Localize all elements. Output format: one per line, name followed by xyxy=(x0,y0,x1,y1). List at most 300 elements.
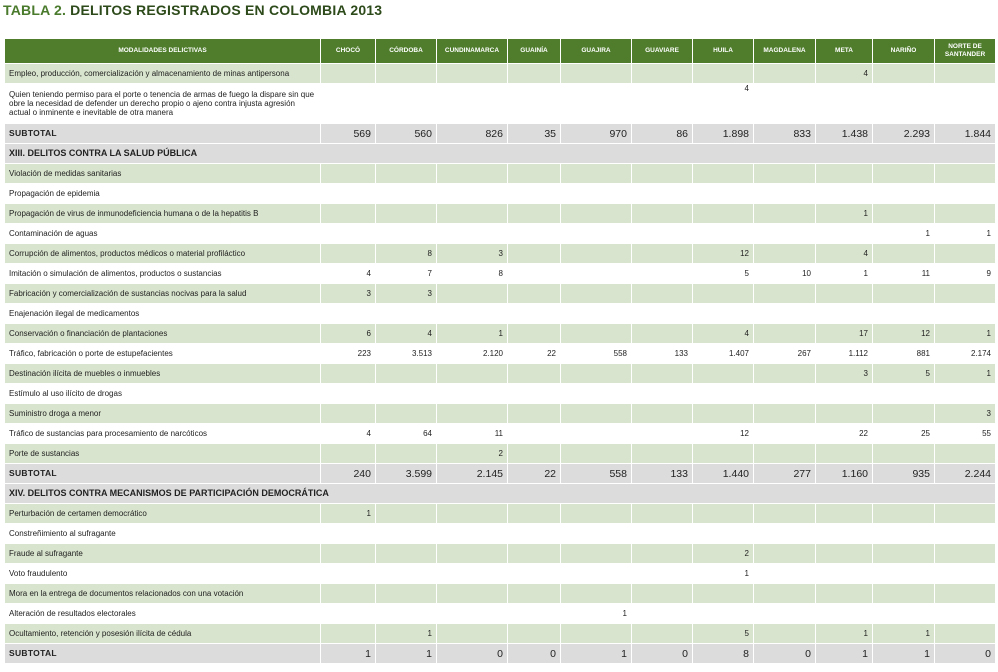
value-cell xyxy=(816,184,873,204)
table-row xyxy=(5,584,996,604)
value-cell xyxy=(508,224,561,244)
crime-label: Mora en la entrega de documentos relacionados con una votación xyxy=(5,584,321,604)
value-cell xyxy=(693,184,754,204)
table-row xyxy=(5,444,996,464)
value-cell xyxy=(754,244,816,264)
table-row xyxy=(5,324,996,344)
value-cell xyxy=(376,404,437,424)
table-row xyxy=(5,364,996,384)
crime-label: Ocultamiento, retención y posesión ilícita de cédula xyxy=(5,624,321,644)
value-cell xyxy=(754,304,816,324)
subtotal-cell: 558 xyxy=(561,464,632,484)
value-cell: 5 xyxy=(873,364,935,384)
value-cell xyxy=(816,84,873,124)
column-header-department: GUAJIRA xyxy=(561,39,632,64)
value-cell xyxy=(935,604,996,624)
value-cell: 3 xyxy=(816,364,873,384)
value-cell: 2.174 xyxy=(935,344,996,364)
value-cell xyxy=(873,84,935,124)
value-cell xyxy=(437,544,508,564)
column-header-department: GUAINÍA xyxy=(508,39,561,64)
value-cell xyxy=(321,84,376,124)
value-cell xyxy=(508,184,561,204)
value-cell: 1 xyxy=(816,264,873,284)
subtotal-cell: 1.160 xyxy=(816,464,873,484)
value-cell xyxy=(508,84,561,124)
table-row xyxy=(5,544,996,564)
table-row xyxy=(5,264,996,284)
value-cell xyxy=(321,64,376,84)
crime-label: Enajenación ilegal de medicamentos xyxy=(5,304,321,324)
value-cell xyxy=(376,444,437,464)
crime-label: Constreñimiento al sufragante xyxy=(5,524,321,544)
subtotal-cell: 1 xyxy=(873,644,935,664)
subtotal-cell: 0 xyxy=(935,644,996,664)
value-cell xyxy=(632,324,693,344)
value-cell xyxy=(508,264,561,284)
subtotal-row xyxy=(5,464,996,484)
value-cell xyxy=(935,444,996,464)
value-cell xyxy=(561,64,632,84)
value-cell xyxy=(508,564,561,584)
column-header-department: GUAVIARE xyxy=(632,39,693,64)
value-cell: 8 xyxy=(437,264,508,284)
value-cell xyxy=(508,204,561,224)
value-cell: 2.120 xyxy=(437,344,508,364)
value-cell: 22 xyxy=(816,424,873,444)
subtotal-cell: 0 xyxy=(437,644,508,664)
subtotal-cell: 1 xyxy=(321,644,376,664)
value-cell xyxy=(693,284,754,304)
value-cell xyxy=(561,504,632,524)
value-cell: 1 xyxy=(693,564,754,584)
value-cell: 1 xyxy=(321,504,376,524)
table-row xyxy=(5,244,996,264)
subtotal-cell: 1.898 xyxy=(693,124,754,144)
value-cell xyxy=(632,384,693,404)
column-header-department: META xyxy=(816,39,873,64)
value-cell: 223 xyxy=(321,344,376,364)
value-cell xyxy=(437,584,508,604)
value-cell xyxy=(873,244,935,264)
value-cell xyxy=(754,604,816,624)
value-cell: 1 xyxy=(816,204,873,224)
crime-label: Porte de sustancias xyxy=(5,444,321,464)
value-cell: 17 xyxy=(816,324,873,344)
value-cell xyxy=(935,524,996,544)
value-cell xyxy=(321,544,376,564)
value-cell xyxy=(376,384,437,404)
header-row xyxy=(5,39,996,64)
table-row xyxy=(5,604,996,624)
subtotal-cell: 1.844 xyxy=(935,124,996,144)
value-cell: 2 xyxy=(437,444,508,464)
crime-label: Alteración de resultados electorales xyxy=(5,604,321,624)
value-cell xyxy=(561,84,632,124)
value-cell: 1 xyxy=(935,364,996,384)
crime-label: Fraude al sufragante xyxy=(5,544,321,564)
value-cell: 9 xyxy=(935,264,996,284)
value-cell xyxy=(376,224,437,244)
value-cell xyxy=(873,164,935,184)
value-cell xyxy=(561,164,632,184)
value-cell xyxy=(873,544,935,564)
table-row xyxy=(5,284,996,304)
value-cell xyxy=(561,404,632,424)
value-cell xyxy=(508,164,561,184)
value-cell xyxy=(754,224,816,244)
subtotal-cell: 240 xyxy=(321,464,376,484)
section-header-row xyxy=(5,144,996,164)
value-cell xyxy=(321,584,376,604)
value-cell xyxy=(632,584,693,604)
value-cell xyxy=(632,364,693,384)
crime-label: Empleo, producción, comercialización y almacenamiento de minas antipersona xyxy=(5,64,321,84)
value-cell: 4 xyxy=(376,324,437,344)
value-cell: 1 xyxy=(873,624,935,644)
value-cell xyxy=(321,624,376,644)
value-cell xyxy=(508,364,561,384)
value-cell xyxy=(508,544,561,564)
value-cell xyxy=(376,84,437,124)
value-cell xyxy=(816,444,873,464)
value-cell xyxy=(693,404,754,424)
value-cell xyxy=(935,624,996,644)
subtotal-cell: 1.438 xyxy=(816,124,873,144)
value-cell xyxy=(437,504,508,524)
value-cell xyxy=(632,564,693,584)
value-cell xyxy=(376,164,437,184)
value-cell xyxy=(816,284,873,304)
value-cell: 881 xyxy=(873,344,935,364)
value-cell xyxy=(632,424,693,444)
subtotal-cell: 1 xyxy=(376,644,437,664)
value-cell xyxy=(376,584,437,604)
value-cell xyxy=(873,284,935,304)
value-cell: 133 xyxy=(632,344,693,364)
subtotal-cell: 833 xyxy=(754,124,816,144)
value-cell xyxy=(816,564,873,584)
value-cell xyxy=(935,64,996,84)
value-cell xyxy=(754,164,816,184)
table-row xyxy=(5,84,996,124)
subtotal-cell: 86 xyxy=(632,124,693,144)
value-cell xyxy=(935,84,996,124)
value-cell xyxy=(816,504,873,524)
value-cell: 4 xyxy=(816,244,873,264)
subtotal-cell: 0 xyxy=(754,644,816,664)
value-cell xyxy=(321,604,376,624)
value-cell: 267 xyxy=(754,344,816,364)
table-caption: DELITOS REGISTRADOS EN COLOMBIA 2013 xyxy=(66,2,383,18)
value-cell: 5 xyxy=(693,624,754,644)
value-cell xyxy=(376,504,437,524)
crime-label: Fabricación y comercialización de sustancias nocivas para la salud xyxy=(5,284,321,304)
value-cell xyxy=(632,284,693,304)
value-cell: 4 xyxy=(321,424,376,444)
value-cell xyxy=(935,584,996,604)
value-cell: 64 xyxy=(376,424,437,444)
value-cell xyxy=(508,304,561,324)
value-cell: 12 xyxy=(873,324,935,344)
section-title: XIII. DELITOS CONTRA LA SALUD PÚBLICA xyxy=(5,144,996,164)
subtotal-cell: 2.244 xyxy=(935,464,996,484)
value-cell: 4 xyxy=(693,324,754,344)
crime-label: Tráfico de sustancias para procesamiento de narcóticos xyxy=(5,424,321,444)
subtotal-cell: 35 xyxy=(508,124,561,144)
value-cell xyxy=(437,164,508,184)
value-cell: 3 xyxy=(935,404,996,424)
value-cell xyxy=(561,384,632,404)
value-cell: 12 xyxy=(693,244,754,264)
value-cell xyxy=(561,524,632,544)
value-cell: 1 xyxy=(873,224,935,244)
table-body xyxy=(5,64,996,664)
value-cell xyxy=(873,384,935,404)
table-row xyxy=(5,344,996,364)
value-cell xyxy=(935,304,996,324)
value-cell xyxy=(508,524,561,544)
crime-label: Imitación o simulación de alimentos, productos o sustancias xyxy=(5,264,321,284)
subtotal-label: SUBTOTAL xyxy=(5,644,321,664)
value-cell xyxy=(376,304,437,324)
value-cell xyxy=(632,264,693,284)
value-cell: 3 xyxy=(437,244,508,264)
subtotal-cell: 2.293 xyxy=(873,124,935,144)
crime-label: Destinación ilícita de muebles o inmuebles xyxy=(5,364,321,384)
value-cell xyxy=(321,524,376,544)
value-cell xyxy=(321,404,376,424)
value-cell xyxy=(437,384,508,404)
value-cell xyxy=(754,584,816,604)
value-cell: 3 xyxy=(376,284,437,304)
value-cell xyxy=(508,604,561,624)
value-cell xyxy=(873,604,935,624)
subtotal-cell: 569 xyxy=(321,124,376,144)
value-cell xyxy=(935,504,996,524)
value-cell xyxy=(508,584,561,604)
table-title xyxy=(3,2,382,18)
value-cell xyxy=(632,84,693,124)
value-cell xyxy=(632,404,693,424)
table-row xyxy=(5,304,996,324)
subtotal-row xyxy=(5,644,996,664)
value-cell xyxy=(321,384,376,404)
subtotal-cell: 826 xyxy=(437,124,508,144)
value-cell xyxy=(508,404,561,424)
value-cell: 1 xyxy=(561,604,632,624)
value-cell: 4 xyxy=(816,64,873,84)
value-cell xyxy=(935,564,996,584)
value-cell xyxy=(754,524,816,544)
subtotal-row xyxy=(5,124,996,144)
crime-label: Conservación o financiación de plantaciones xyxy=(5,324,321,344)
subtotal-cell: 1 xyxy=(561,644,632,664)
table-row xyxy=(5,624,996,644)
value-cell: 12 xyxy=(693,424,754,444)
value-cell xyxy=(561,324,632,344)
value-cell xyxy=(437,224,508,244)
value-cell xyxy=(376,544,437,564)
value-cell xyxy=(321,304,376,324)
value-cell xyxy=(437,564,508,584)
value-cell xyxy=(754,444,816,464)
value-cell: 11 xyxy=(873,264,935,284)
column-header-department: CHOCÓ xyxy=(321,39,376,64)
value-cell xyxy=(816,584,873,604)
column-header-department: CUNDINAMARCA xyxy=(437,39,508,64)
value-cell xyxy=(376,564,437,584)
subtotal-cell: 560 xyxy=(376,124,437,144)
value-cell xyxy=(632,164,693,184)
value-cell xyxy=(873,204,935,224)
value-cell xyxy=(561,444,632,464)
value-cell xyxy=(632,444,693,464)
value-cell xyxy=(754,324,816,344)
value-cell: 1.407 xyxy=(693,344,754,364)
table-row xyxy=(5,564,996,584)
table-row xyxy=(5,184,996,204)
crime-label: Propagación de virus de inmunodeficiencia humana o de la hepatitis B xyxy=(5,204,321,224)
value-cell xyxy=(508,504,561,524)
crime-label: Corrupción de alimentos, productos médicos o material profiláctico xyxy=(5,244,321,264)
crime-label: Tráfico, fabricación o porte de estupefacientes xyxy=(5,344,321,364)
value-cell: 4 xyxy=(693,84,754,124)
value-cell xyxy=(935,384,996,404)
value-cell xyxy=(693,444,754,464)
table-header xyxy=(5,39,996,64)
value-cell: 8 xyxy=(376,244,437,264)
value-cell xyxy=(376,204,437,224)
subtotal-cell: 1.440 xyxy=(693,464,754,484)
value-cell xyxy=(508,444,561,464)
value-cell xyxy=(561,224,632,244)
table-row xyxy=(5,504,996,524)
value-cell xyxy=(754,204,816,224)
value-cell xyxy=(437,84,508,124)
crime-label: Propagación de epidemia xyxy=(5,184,321,204)
crime-label: Voto fraudulento xyxy=(5,564,321,584)
value-cell xyxy=(816,384,873,404)
value-cell xyxy=(376,64,437,84)
value-cell xyxy=(632,204,693,224)
subtotal-cell: 2.145 xyxy=(437,464,508,484)
value-cell xyxy=(873,64,935,84)
value-cell xyxy=(321,184,376,204)
value-cell xyxy=(437,604,508,624)
value-cell xyxy=(632,624,693,644)
subtotal-label: SUBTOTAL xyxy=(5,124,321,144)
value-cell xyxy=(632,504,693,524)
value-cell xyxy=(816,164,873,184)
value-cell xyxy=(754,184,816,204)
value-cell: 2 xyxy=(693,544,754,564)
value-cell xyxy=(754,384,816,404)
value-cell: 3.513 xyxy=(376,344,437,364)
value-cell xyxy=(561,624,632,644)
value-cell xyxy=(508,624,561,644)
table-row xyxy=(5,424,996,444)
value-cell: 5 xyxy=(693,264,754,284)
value-cell xyxy=(632,224,693,244)
subtotal-cell: 0 xyxy=(632,644,693,664)
value-cell xyxy=(935,164,996,184)
value-cell xyxy=(561,424,632,444)
value-cell xyxy=(816,304,873,324)
value-cell xyxy=(754,504,816,524)
value-cell: 55 xyxy=(935,424,996,444)
crime-label: Contaminación de aguas xyxy=(5,224,321,244)
subtotal-cell: 0 xyxy=(508,644,561,664)
value-cell xyxy=(437,204,508,224)
value-cell xyxy=(693,364,754,384)
value-cell xyxy=(632,524,693,544)
value-cell: 6 xyxy=(321,324,376,344)
value-cell xyxy=(754,624,816,644)
value-cell xyxy=(437,404,508,424)
subtotal-cell: 1 xyxy=(816,644,873,664)
subtotal-cell: 133 xyxy=(632,464,693,484)
value-cell xyxy=(754,64,816,84)
value-cell xyxy=(632,544,693,564)
crime-label: Perturbación de certamen democrático xyxy=(5,504,321,524)
table-number: TABLA 2. xyxy=(3,2,67,18)
value-cell xyxy=(935,244,996,264)
value-cell: 1 xyxy=(437,324,508,344)
table-row xyxy=(5,164,996,184)
subtotal-cell: 22 xyxy=(508,464,561,484)
table-row xyxy=(5,404,996,424)
value-cell xyxy=(508,284,561,304)
value-cell xyxy=(508,64,561,84)
value-cell: 25 xyxy=(873,424,935,444)
value-cell xyxy=(816,544,873,564)
value-cell: 1.112 xyxy=(816,344,873,364)
value-cell xyxy=(632,604,693,624)
value-cell xyxy=(561,364,632,384)
table-row xyxy=(5,204,996,224)
value-cell xyxy=(561,544,632,564)
value-cell xyxy=(508,324,561,344)
value-cell: 11 xyxy=(437,424,508,444)
value-cell xyxy=(437,304,508,324)
value-cell xyxy=(693,584,754,604)
value-cell xyxy=(816,604,873,624)
column-header-department: HUILA xyxy=(693,39,754,64)
value-cell: 10 xyxy=(754,264,816,284)
value-cell xyxy=(321,564,376,584)
subtotal-cell: 3.599 xyxy=(376,464,437,484)
column-header-department: CÓRDOBA xyxy=(376,39,437,64)
value-cell xyxy=(561,304,632,324)
crime-label: Quien teniendo permiso para el porte o tenencia de armas de fuego la dispare sin que obre la necesidad de defender un derecho propio o ajeno contra injusta agresión actual o inminente e inevitable de otra manera xyxy=(5,84,321,124)
value-cell xyxy=(376,364,437,384)
value-cell xyxy=(873,504,935,524)
value-cell: 1 xyxy=(935,224,996,244)
value-cell: 4 xyxy=(321,264,376,284)
value-cell xyxy=(561,264,632,284)
value-cell xyxy=(693,204,754,224)
value-cell xyxy=(321,164,376,184)
crime-label: Estímulo al uso ilícito de drogas xyxy=(5,384,321,404)
value-cell xyxy=(816,404,873,424)
crime-label: Violación de medidas sanitarias xyxy=(5,164,321,184)
column-header-department: MAGDALENA xyxy=(754,39,816,64)
value-cell xyxy=(693,164,754,184)
table-row xyxy=(5,224,996,244)
crime-table xyxy=(4,38,996,664)
value-cell xyxy=(693,504,754,524)
